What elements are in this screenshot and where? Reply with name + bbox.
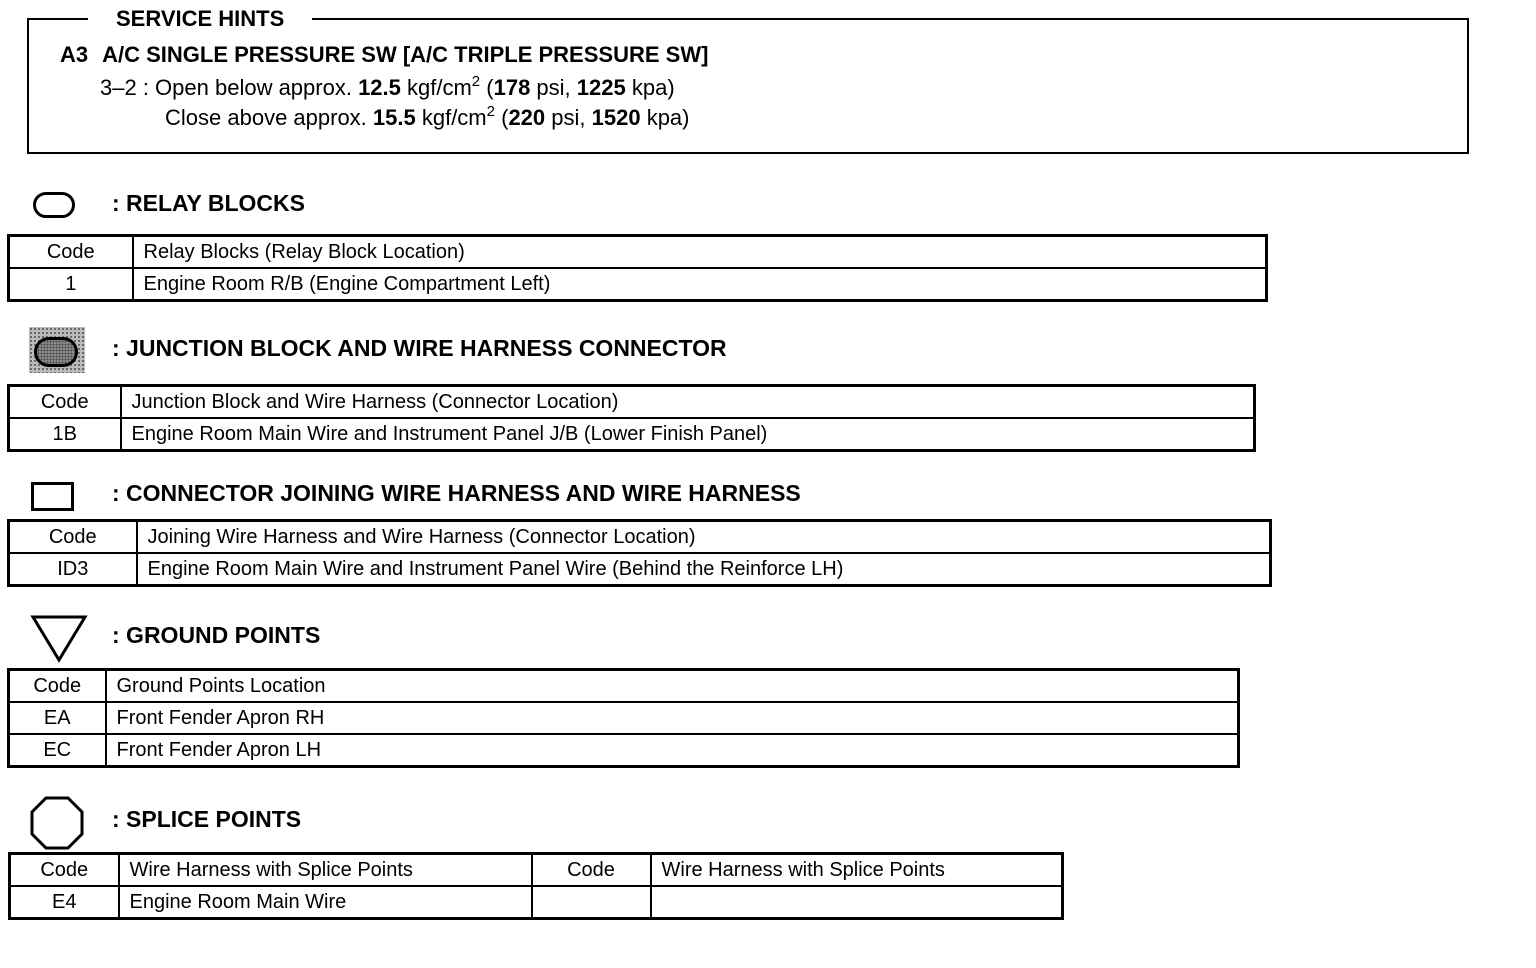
row-location: Engine Room Main Wire and Instrument Panel J/B (Lower Finish Panel) <box>121 418 1255 451</box>
inverted-triangle-icon <box>30 614 88 664</box>
relay-blocks-table <box>7 234 1268 302</box>
junction-block-table <box>7 384 1256 452</box>
header-location: Junction Block and Wire Harness (Connector Location) <box>121 386 1255 419</box>
table-header-row <box>9 236 1267 269</box>
row-location: Front Fender Apron RH <box>106 702 1239 734</box>
hint-text: kpa) <box>625 75 675 100</box>
octagon-icon <box>29 795 85 851</box>
hint-value: 15.5 <box>372 105 416 130</box>
header-location: Joining Wire Harness and Wire Harness (Connector Location) <box>137 521 1271 554</box>
row-code: E4 <box>10 886 119 919</box>
table-row <box>10 886 1063 919</box>
hint-item-code: A3 <box>60 42 89 67</box>
connector-joining-table <box>7 519 1272 587</box>
row-code <box>532 886 651 919</box>
row-code: EC <box>9 734 106 767</box>
hint-unit: kgf/cm <box>415 105 487 130</box>
table-row <box>9 418 1255 451</box>
hint-superscript: 2 <box>471 73 481 90</box>
table-row <box>9 702 1239 734</box>
header-location: Relay Blocks (Relay Block Location) <box>133 236 1267 269</box>
row-code: 1B <box>9 418 121 451</box>
splice-points-table <box>8 852 1064 920</box>
junction-block-title: : JUNCTION BLOCK AND WIRE HARNESS CONNECTOR <box>112 335 727 361</box>
hint-psi-value: 178 <box>493 75 531 100</box>
hint-text: psi, <box>530 75 577 100</box>
header-code: Code <box>10 854 119 887</box>
table-row <box>9 268 1267 301</box>
hint-text: 3–2 : Open below approx. <box>100 75 359 100</box>
hint-psi-value: 220 <box>508 105 546 130</box>
header-code: Code <box>9 386 121 419</box>
service-hint-line-open <box>100 73 675 103</box>
hint-text: kpa) <box>640 105 690 130</box>
header-code: Code <box>9 236 133 269</box>
hint-kpa-value: 1225 <box>576 75 626 100</box>
service-hints-title: SERVICE HINTS <box>88 4 312 34</box>
hint-value: 12.5 <box>358 75 401 100</box>
row-location: Engine Room R/B (Engine Compartment Left) <box>133 268 1267 301</box>
table-header-row <box>9 670 1239 703</box>
splice-points-title: : SPLICE POINTS <box>112 806 302 832</box>
hint-item-name: A/C SINGLE PRESSURE SW [A/C TRIPLE PRESSURE SW] <box>102 42 709 67</box>
table-row <box>9 553 1271 586</box>
hint-text: ( <box>480 75 494 100</box>
table-header-row <box>9 521 1271 554</box>
hint-superscript: 2 <box>486 103 495 120</box>
ground-points-table <box>7 668 1240 768</box>
row-location: Engine Room Main Wire and Instrument Panel Wire (Behind the Reinforce LH) <box>137 553 1271 586</box>
shaded-rounded-rectangle-icon <box>34 337 78 367</box>
hint-kpa-value: 1520 <box>591 105 641 130</box>
header-wire-harness: Wire Harness with Splice Points <box>119 854 532 887</box>
hint-unit: kgf/cm <box>400 75 472 100</box>
header-code: Code <box>9 670 106 703</box>
row-wire-harness: Engine Room Main Wire <box>119 886 532 919</box>
table-header-row <box>10 854 1063 887</box>
row-code: ID3 <box>9 553 137 586</box>
header-wire-harness: Wire Harness with Splice Points <box>651 854 1063 887</box>
table-header-row <box>9 386 1255 419</box>
header-location: Ground Points Location <box>106 670 1239 703</box>
row-wire-harness <box>651 886 1063 919</box>
ground-points-title: : GROUND POINTS <box>112 622 321 648</box>
header-code: Code <box>532 854 651 887</box>
service-hint-line-close <box>165 103 690 133</box>
connector-joining-title: : CONNECTOR JOINING WIRE HARNESS AND WIRE HARNESS <box>112 480 801 506</box>
row-code: 1 <box>9 268 133 301</box>
row-location: Front Fender Apron LH <box>106 734 1239 767</box>
hint-text: ( <box>494 105 509 130</box>
rectangle-icon <box>31 482 74 511</box>
rounded-rectangle-icon <box>33 192 75 218</box>
row-code: EA <box>9 702 106 734</box>
table-row <box>9 734 1239 767</box>
header-code: Code <box>9 521 137 554</box>
hint-text: Close above approx. <box>165 105 373 130</box>
hint-text: psi, <box>545 105 592 130</box>
service-hint-heading <box>60 40 708 70</box>
relay-blocks-title: : RELAY BLOCKS <box>112 190 305 216</box>
